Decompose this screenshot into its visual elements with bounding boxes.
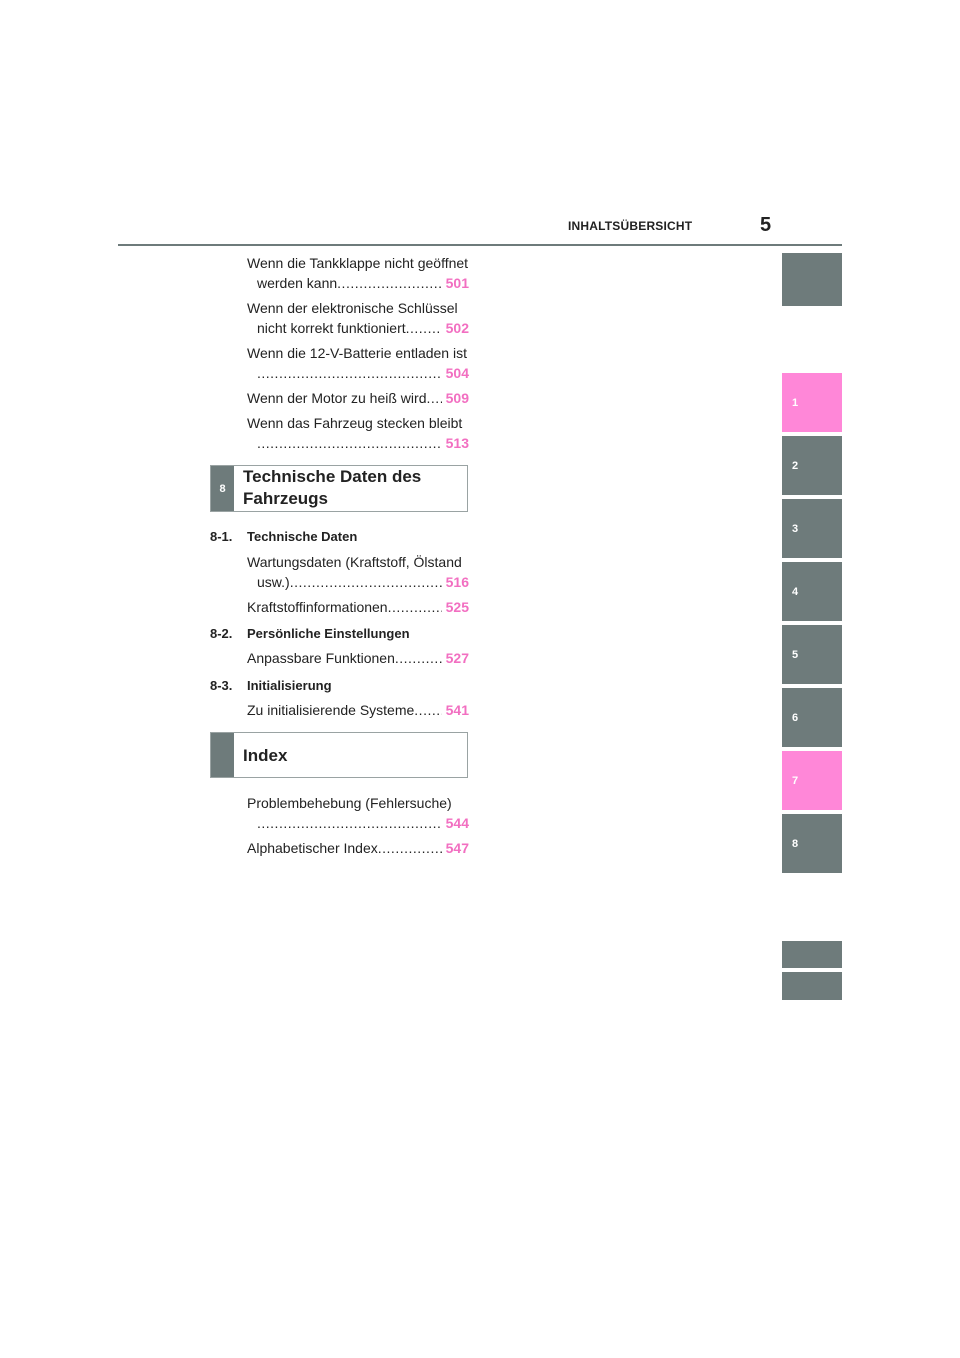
leader-dots [388,597,442,617]
toc-entry-line2: Zu initialisierende Systeme [247,702,415,718]
section-header-8 [210,465,468,512]
toc-page-link[interactable]: 527 [445,650,469,666]
toc-page-link[interactable]: 516 [445,574,469,590]
side-tab-7[interactable]: 7 [782,751,842,810]
toc-entry-line1: Wenn der elektronische Schlüssel [247,300,458,316]
subsection-code: 8-3. [210,678,233,693]
toc-entry-line2: Kraftstoffinformationen [247,599,388,615]
toc-page-link[interactable]: 502 [445,320,469,336]
toc-entry-line1: Wartungsdaten (Kraftstoff, Ölstand [247,554,462,570]
toc-entry[interactable] [247,413,469,453]
toc-entry-line2: Wenn der Motor zu heiß wird [247,390,427,406]
leader-dots [414,700,441,720]
running-header-title: INHALTSÜBERSICHT [568,219,693,233]
toc-entry-line1: Wenn das Fahrzeug stecken bleibt [247,415,463,431]
side-tab-1[interactable]: 1 [782,373,842,432]
toc-page-link[interactable]: 509 [445,390,469,406]
toc-page-link[interactable]: 544 [445,815,469,831]
leader-dots [290,572,442,592]
toc-entry-line2: Anpassbare Funktionen [247,650,395,666]
section-title-line2: Fahrzeugs [243,489,329,508]
subsection-heading [210,626,410,641]
toc-page-link[interactable]: 501 [445,275,469,291]
leader-dots [378,838,442,858]
toc-entry[interactable] [247,253,469,293]
section-header-index [210,732,468,778]
toc-entry[interactable] [247,343,469,383]
section-title-line1: Technische Daten des [243,467,422,486]
leader-dots [257,433,442,453]
section-tag: 8 [211,466,234,511]
toc-entry[interactable] [247,700,469,720]
toc-entry-line2: Alphabetischer Index [247,840,378,856]
toc-entry[interactable] [247,388,469,408]
leader-dots [395,648,442,668]
toc-entry[interactable] [247,597,469,617]
side-tab[interactable] [782,972,842,1000]
header-divider [118,244,842,246]
leader-dots [257,813,442,833]
toc-entry[interactable] [247,793,469,833]
page-number: 5 [760,214,772,236]
leader-dots [257,363,442,383]
section-tag [211,733,234,777]
subsection-heading [210,678,332,693]
side-tab-2[interactable]: 2 [782,436,842,495]
leader-dots [337,273,441,293]
subsection-code: 8-2. [210,626,233,641]
side-tab-8[interactable]: 8 [782,814,842,873]
subsection-code: 8-1. [210,529,233,544]
side-tab-5[interactable]: 5 [782,625,842,684]
subsection-title: Initialisierung [247,678,332,693]
side-tab[interactable] [782,253,842,306]
toc-entry-line1: Wenn die 12-V-Batterie entladen ist [247,345,467,361]
toc-entry[interactable] [247,838,469,858]
toc-entry-line1: Wenn die Tankklappe nicht geöffnet [247,255,469,271]
side-tab-4[interactable]: 4 [782,562,842,621]
section-title: Index [243,746,288,765]
toc-entry-line1: Problembehebung (Fehlersuche) [247,795,452,811]
subsection-heading [210,529,357,544]
toc-entry[interactable] [247,298,469,338]
toc-page-link[interactable]: 547 [445,840,469,856]
toc-page-link[interactable]: 541 [445,702,469,718]
subsection-title: Persönliche Einstellungen [247,626,410,641]
subsection-title: Technische Daten [247,529,358,544]
side-tab-6[interactable]: 6 [782,688,842,747]
leader-dots [426,388,441,408]
side-tab-3[interactable]: 3 [782,499,842,558]
toc-page-link[interactable]: 513 [445,435,469,451]
side-tab[interactable] [782,941,842,968]
toc-page-link[interactable]: 525 [445,599,469,615]
toc-entry-line2: nicht korrekt funktioniert [257,320,406,336]
toc-entry[interactable] [247,552,469,592]
toc-entry-line2: usw.) [257,574,290,590]
leader-dots [406,318,442,338]
toc-page-link[interactable]: 504 [445,365,469,381]
toc-entry[interactable] [247,648,469,668]
toc-entry-line2: werden kann [257,275,338,291]
